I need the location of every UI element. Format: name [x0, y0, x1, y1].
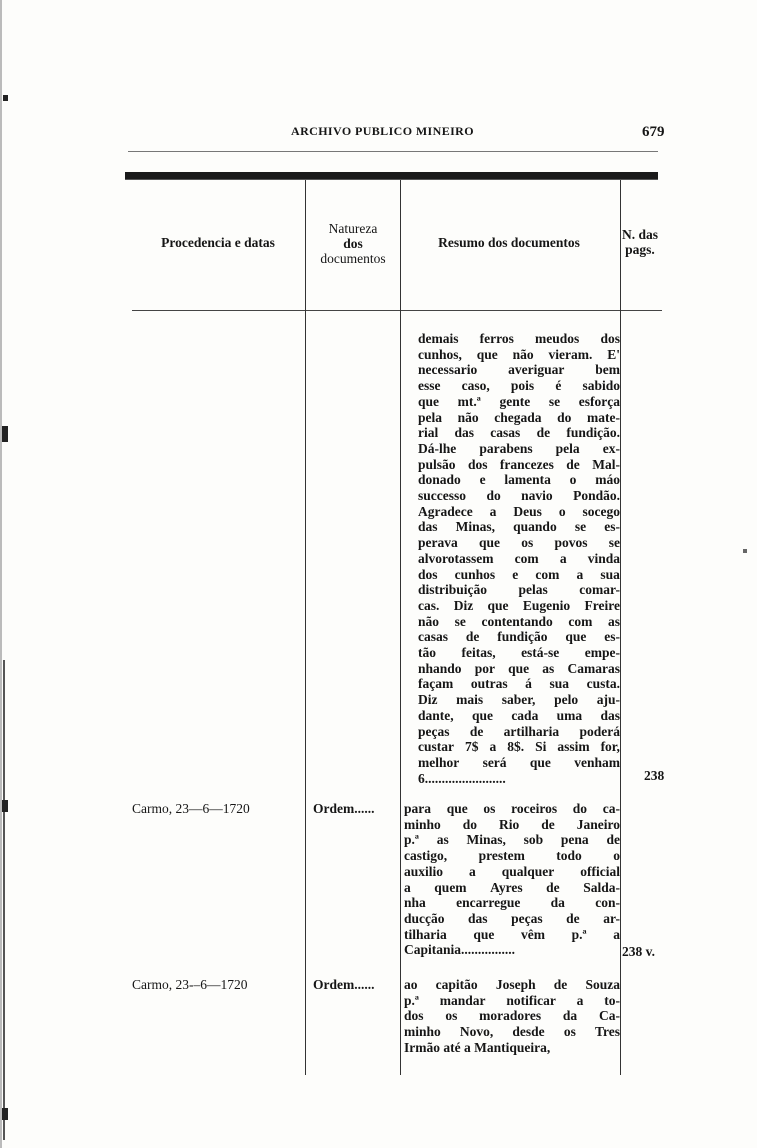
- summary-line: ducção das peças de ar-: [404, 910, 620, 926]
- nature-header-line: documentos: [320, 250, 386, 266]
- pages-header-line: N. das: [621, 227, 658, 242]
- summary-line: auxilio a qualquer official: [404, 863, 620, 879]
- summary-line: p.ª mandar notificar a to-: [404, 992, 620, 1008]
- column-header-summary: Resumo dos documentos: [438, 235, 580, 250]
- summary-line: Dá-lhe parabens pela ex-: [418, 440, 620, 456]
- column-header-nature: [306, 222, 400, 267]
- summary-line: donado e lamenta o máo: [418, 472, 620, 488]
- summary-line: dos os moradores da Ca-: [404, 1008, 620, 1024]
- summary-line: peças de artilharia poderá: [418, 723, 620, 739]
- summary-line: pulsão dos francezes de Mal-: [418, 456, 620, 472]
- page-number: 679: [642, 124, 665, 140]
- pages-value: 238 v.: [622, 944, 656, 959]
- summary-line: tilharia que vêm p.ª a: [404, 926, 620, 942]
- summary-line: 6........................: [418, 770, 506, 786]
- running-header: ARCHIVO PUBLICO MINEIRO: [291, 124, 474, 138]
- column-divider: [400, 180, 401, 1075]
- summary-line: successo do navio Pondão.: [418, 488, 620, 504]
- summary-line: casas de fundição que es-: [418, 629, 620, 645]
- column-divider: [620, 180, 621, 1075]
- summary-entry-continued: [418, 331, 620, 786]
- summary-entry: [404, 977, 620, 1056]
- summary-line: Diz mais saber, pelo aju-: [418, 692, 620, 708]
- nature-header-line: dos: [343, 235, 363, 251]
- summary-line: alvorotassem com a vinda: [418, 550, 620, 566]
- column-header-pages: [615, 228, 665, 258]
- summary-line: cas. Diz que Eugenio Freire: [418, 597, 620, 613]
- summary-line: dante, que cada uma das: [418, 707, 620, 723]
- summary-line: cunhos, que não vieram. E': [418, 346, 620, 362]
- summary-line: Capitania................: [404, 942, 516, 958]
- table-top-rule: [125, 172, 658, 179]
- summary-line: pela não chegada do mate-: [418, 409, 620, 425]
- summary-line: façam outras á sua custa.: [418, 676, 620, 692]
- summary-line: necessario averiguar bem: [418, 362, 620, 378]
- summary-line: perava que os povos se: [418, 535, 620, 551]
- summary-line: rial das casas de fundição.: [418, 425, 620, 441]
- summary-line: custar 7$ a 8$. Si assim for,: [418, 739, 620, 755]
- summary-line: demais ferros meudos dos: [418, 331, 620, 346]
- summary-line: distribuição pelas comar-: [418, 582, 620, 598]
- summary-line: a quem Ayres de Salda-: [404, 879, 620, 895]
- summary-line: Irmão até a Mantiqueira,: [404, 1039, 551, 1055]
- column-header-rule: [132, 310, 662, 311]
- summary-line: das Minas, quando se es-: [418, 519, 620, 535]
- column-divider: [305, 180, 306, 1075]
- summary-line: castigo, prestem todo o: [404, 848, 620, 864]
- summary-line: minho do Rio de Janeiro: [404, 816, 620, 832]
- summary-line: Agradece a Deus o socego: [418, 503, 620, 519]
- summary-line: melhor será que venham: [418, 754, 620, 770]
- summary-entry: [404, 801, 620, 958]
- summary-line: ao capitão Joseph de Souza: [404, 977, 620, 992]
- summary-line: nha encarregue da con-: [404, 895, 620, 911]
- summary-line: p.ª as Minas, sob pena de: [404, 832, 620, 848]
- pages-value: 238: [644, 768, 665, 783]
- summary-line: para que os roceiros do ca-: [404, 801, 620, 816]
- document-nature: Ordem......: [313, 977, 375, 992]
- summary-line: esse caso, pois é sabido: [418, 378, 620, 394]
- table-top-rule-under: [125, 179, 658, 180]
- column-header-origin: Procedencia e datas: [161, 235, 275, 250]
- summary-line: tão feitas, está-se empe-: [418, 645, 620, 661]
- origin-date: Carmo, 23-–6—1720: [132, 977, 248, 992]
- summary-line: minho Novo, desde os Tres: [404, 1024, 620, 1040]
- document-nature: Ordem......: [313, 801, 375, 816]
- nature-header-line: Natureza: [328, 221, 378, 236]
- header-rule: [128, 151, 658, 152]
- summary-line: não se contentando com as: [418, 613, 620, 629]
- summary-line: nhando por que as Camaras: [418, 660, 620, 676]
- pages-header-line: pags.: [625, 241, 655, 257]
- summary-line: dos cunhos e com a sua: [418, 566, 620, 582]
- origin-date: Carmo, 23—6—1720: [132, 801, 250, 816]
- summary-line: que mt.ª gente se esforça: [418, 393, 620, 409]
